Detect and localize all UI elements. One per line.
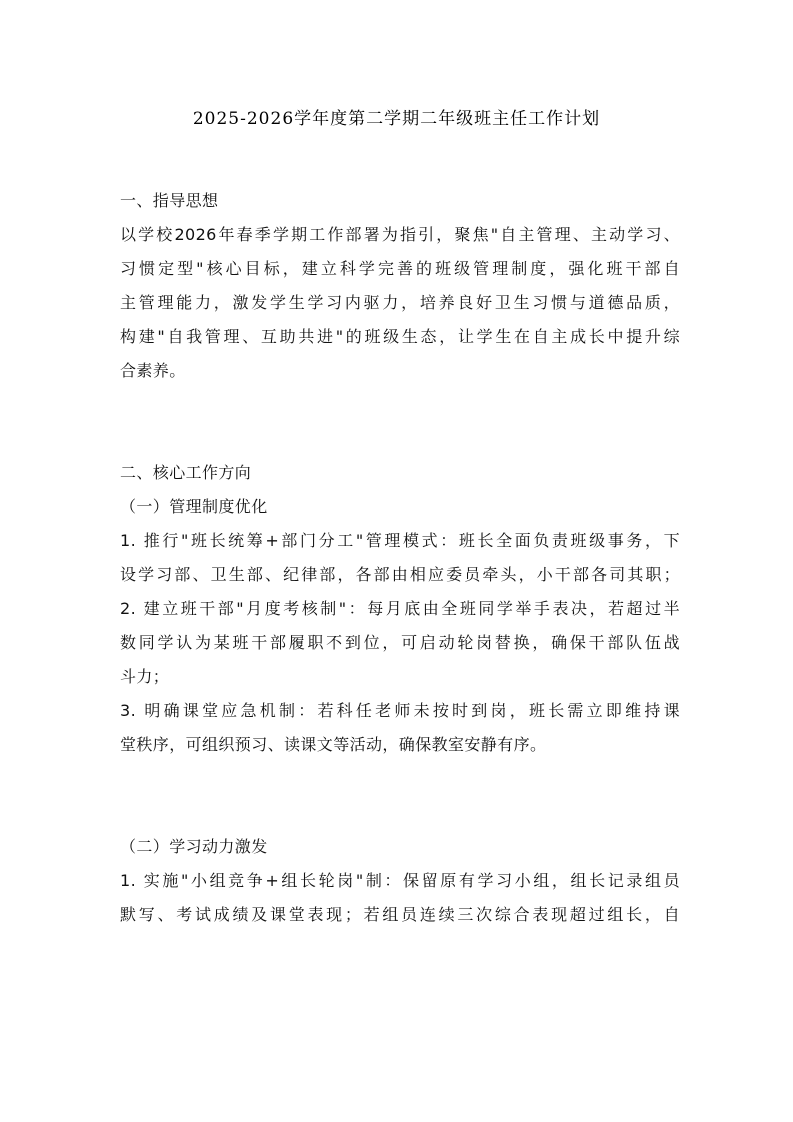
list-item-line: 斗力； [120, 667, 170, 686]
list-item-line: 2. 建立班干部"月度考核制"：每月底由全班同学举手表决，若超过半 [120, 599, 680, 618]
list-item-line: 默写、考试成绩及课堂表现；若组员连续三次综合表现超过组长，自 [120, 905, 680, 924]
section-heading: 二、核心工作方向 [120, 463, 252, 482]
list-item-line: 数同学认为某班干部履职不到位，可启动轮岗替换，确保干部队伍战 [120, 633, 680, 652]
list-item-line: 1. 推行"班长统筹+部门分工"管理模式：班长全面负责班级事务，下 [120, 531, 680, 550]
subsection-heading: （二）学习动力激发 [120, 837, 268, 856]
paragraph-line: 主管理能力，激发学生学习内驱力，培养良好卫生习惯与道德品质， [120, 293, 680, 312]
paragraph-line: 习惯定型"核心目标，建立科学完善的班级管理制度，强化班干部自 [120, 259, 680, 278]
paragraph-line: 合素养。 [120, 361, 186, 380]
list-item-line: 1. 实施"小组竞争+组长轮岗"制：保留原有学习小组，组长记录组员 [120, 871, 680, 890]
list-item-line: 堂秩序，可组织预习、读课文等活动，确保教室安静有序。 [120, 735, 547, 754]
paragraph-line: 构建"自我管理、互助共进"的班级生态，让学生在自主成长中提升综 [120, 327, 680, 346]
list-item-line: 3. 明确课堂应急机制：若科任老师未按时到岗，班长需立即维持课 [120, 701, 680, 720]
subsection-heading: （一）管理制度优化 [120, 497, 268, 516]
list-item-line: 设学习部、卫生部、纪律部，各部由相应委员牵头，小干部各司其职； [120, 565, 680, 584]
document-title: 2025-2026学年度第二学期二年级班主任工作计划 [192, 109, 601, 129]
paragraph-line: 以学校2026年春季学期工作部署为指引，聚焦"自主管理、主动学习、 [120, 225, 680, 244]
section-heading: 一、指导思想 [120, 191, 219, 210]
